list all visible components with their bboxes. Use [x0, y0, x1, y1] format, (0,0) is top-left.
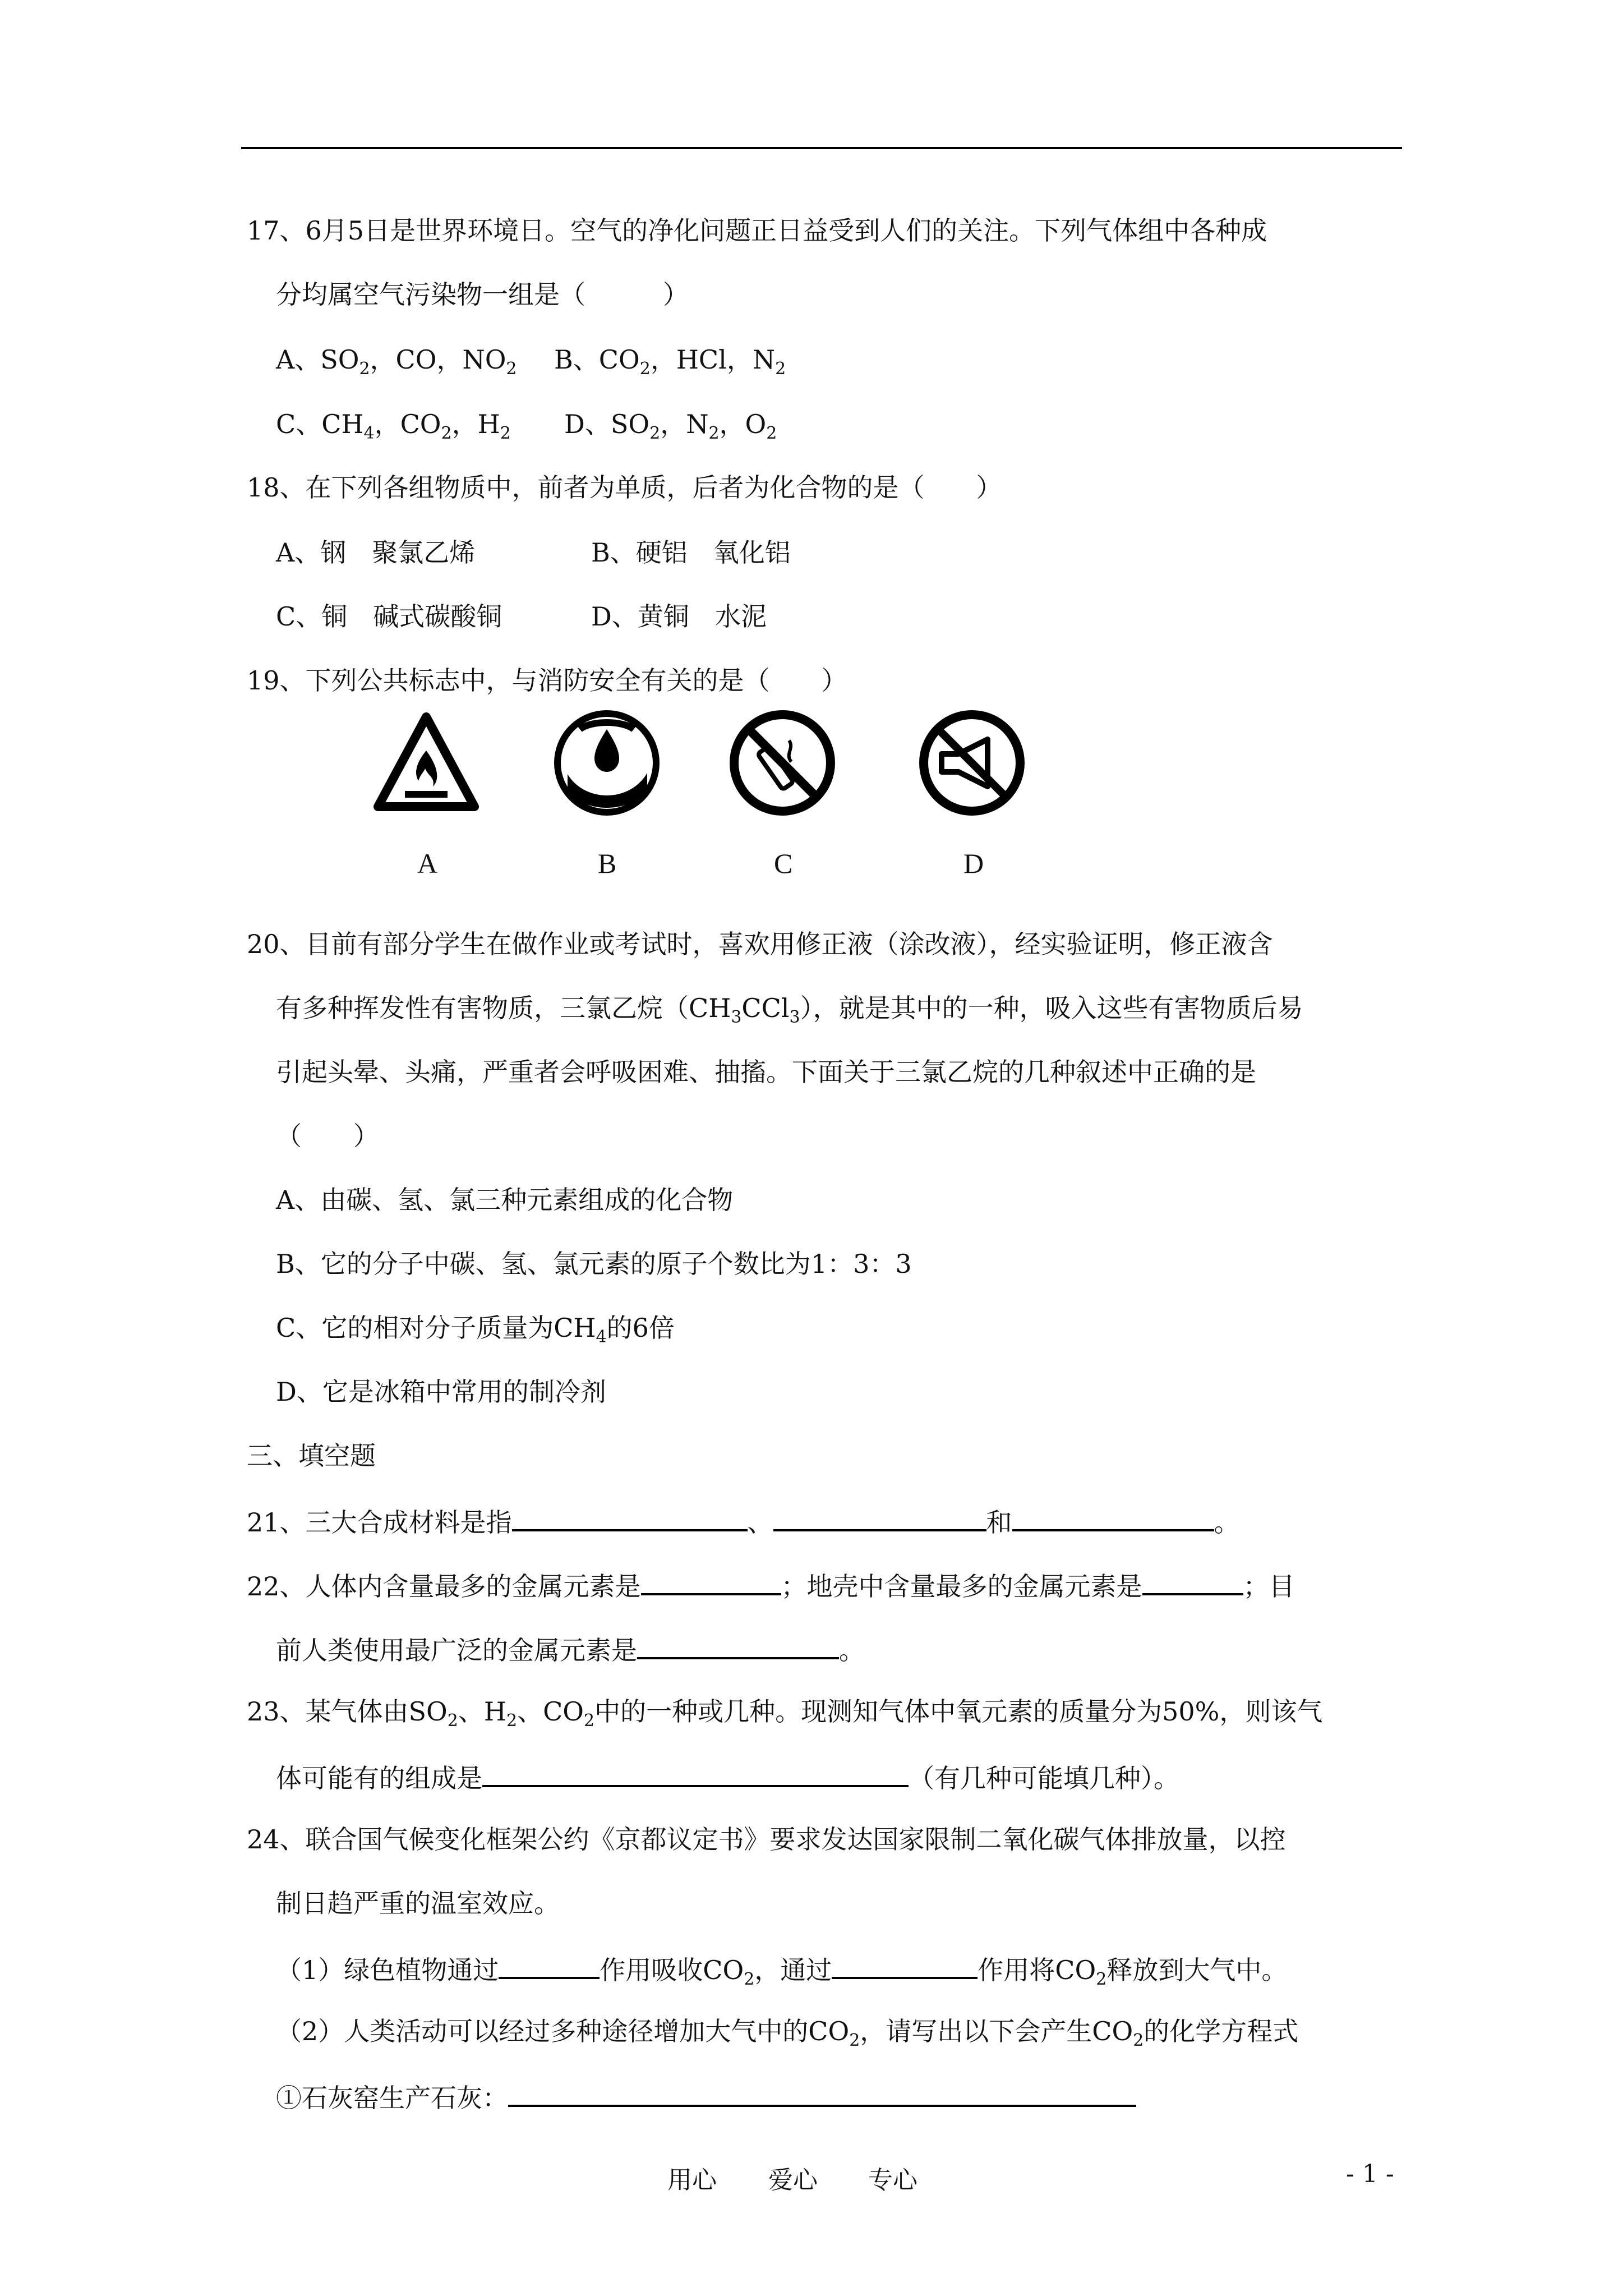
- q19-label-d: D: [963, 848, 984, 879]
- q24-part2: （2）人类活动可以经过多种途径增加大气中的$CO_2$，请写出以下会产生$CO_2$的化学方程式: [276, 2016, 1299, 2050]
- q17-option-b: B、$CO_2$，HCl，$N_2$: [554, 344, 786, 379]
- q22-line2: 前人类使用最广泛的金属元素是 。: [276, 1635, 865, 1665]
- q18-option-a: A、钢 聚氯乙烯: [276, 537, 476, 568]
- q20-stem-line4: （ ）: [276, 1121, 379, 1151]
- q18-option-c: C、铜 碱式碳酸铜: [276, 601, 502, 632]
- footer-right: 专心: [868, 2166, 917, 2194]
- q20-stem-line1: 20、目前有部分学生在做作业或考试时，喜欢用修正液（涂改液），经实验证明，修正液含: [247, 929, 1273, 959]
- q24-stem-line2: 制日趋严重的温室效应。: [276, 1888, 560, 1918]
- q22-line1: 22、人体内含量最多的金属元素是 ；地壳中含量最多的金属元素是 ；目: [247, 1571, 1295, 1602]
- q17-stem-line2: 分均属空气污染物一组是（ ）: [276, 279, 689, 310]
- q21: 21、三大合成材料是指 、 和 。: [247, 1507, 1240, 1538]
- q18-option-d: D、黄铜 水泥: [591, 601, 767, 632]
- q24-stem-line1: 24、联合国气候变化框架公约《京都议定书》要求发达国家限制二氧化碳气体排放量，以控: [247, 1824, 1286, 1855]
- q22-blank-2[interactable]: [1142, 1571, 1243, 1595]
- q17-option-a: A、$SO_2$，CO，$NO_2$: [276, 344, 517, 379]
- section-heading: 三、填空题: [247, 1441, 376, 1471]
- q19-label-a: A: [417, 848, 438, 879]
- footer-left: 用心: [667, 2166, 717, 2194]
- no-honking-icon: [916, 707, 1028, 819]
- q19-label-b: B: [598, 848, 617, 879]
- q23-line1: 23、某气体由$SO_2$、$H_2$、$CO_2$中的一种或几种。现测知气体中氧元素的质量分为50%，则该气: [247, 1696, 1323, 1731]
- q17-option-c: C、$CH_4$，$CO_2$，$H_2$: [276, 409, 511, 443]
- q20-stem-line2: 有多种挥发性有害物质，三氯乙烷$(CH_3CCl_3)$，就是其中的一种，吸入这些有害物质后易: [276, 993, 1303, 1027]
- q24-blank-1[interactable]: [499, 1954, 600, 1979]
- q24-part1: （1）绿色植物通过 作用吸收$CO_2$，通过 作用将$CO_2$释放到大气中。: [276, 1955, 1288, 1989]
- q19-label-c: C: [774, 848, 793, 879]
- q22-blank-1[interactable]: [641, 1571, 781, 1595]
- flammable-warning-icon: [370, 707, 482, 819]
- q21-blank-3[interactable]: [1012, 1507, 1214, 1531]
- q23-blank[interactable]: [482, 1763, 909, 1787]
- q24-part3: ①石灰窑生产石灰：: [276, 2082, 1136, 2111]
- q19-stem: 19、下列公共标志中，与消防安全有关的是（ ）: [247, 665, 847, 696]
- q18-stem: 18、在下列各组物质中，前者为单质，后者为化合物的是（ ）: [247, 472, 1002, 503]
- q18-option-b: B、硬铝 氧化铝: [591, 537, 791, 568]
- q23-line2: 体可能有的组成是 （有几种可能填几种）。: [276, 1763, 1179, 1793]
- q20-option-b: B、它的分子中碳、氢、氯元素的原子个数比为1：3：3: [276, 1249, 912, 1279]
- q20-option-c: C、它的相对分子质量为$CH_4$的6倍: [276, 1313, 675, 1347]
- q22-blank-3[interactable]: [637, 1635, 839, 1659]
- q24-blank-2[interactable]: [832, 1954, 978, 1979]
- q21-blank-2[interactable]: [773, 1507, 986, 1531]
- q17-stem-line1: 17、6月5日是世界环境日。空气的净化问题正日益受到人们的关注。下列气体组中各种成: [247, 215, 1267, 246]
- footer-mid: 爱心: [768, 2166, 818, 2194]
- q20-stem-line3: 引起头晕、头痛，严重者会呼吸困难、抽搐。下面关于三氯乙烷的几种叙述中正确的是: [276, 1057, 1256, 1087]
- q20-option-d: D、它是冰箱中常用的制冷剂: [276, 1377, 606, 1407]
- header-rule: [241, 147, 1402, 149]
- q24-blank-3[interactable]: [508, 2082, 1136, 2107]
- page-number: - 1 -: [1346, 2160, 1394, 2188]
- water-saving-icon: [551, 707, 663, 819]
- no-smoking-icon: [726, 707, 838, 819]
- q20-option-a: A、由碳、氢、氯三种元素组成的化合物: [276, 1185, 734, 1215]
- q17-option-d: D、$SO_2$，$N_2$，$O_2$: [564, 409, 777, 443]
- q21-blank-1[interactable]: [512, 1507, 748, 1531]
